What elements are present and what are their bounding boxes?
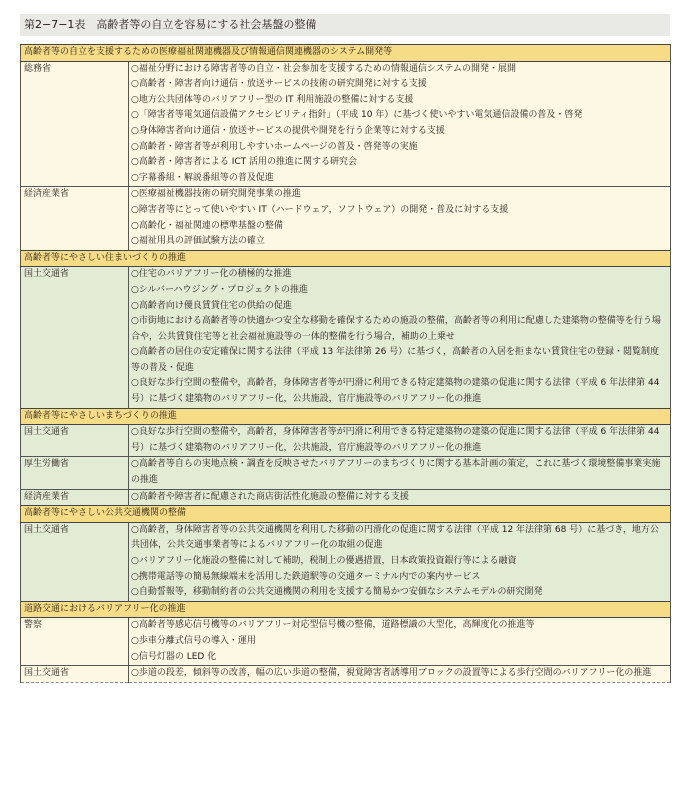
measure-item: ○市街地における高齢者等の快適かつ安全な移動を確保するための施設の整備，高齢者等の利用に配慮した建築物の整備等を行う場合や，公共賃貸住宅等と社会福祉施設等の一体的整備を行う場合，補助の上乗せ: [131, 316, 661, 342]
table-row: [21, 666, 671, 683]
section-heading-row: [21, 45, 671, 62]
section-heading-row: [21, 250, 671, 267]
measures-cell: [129, 457, 671, 489]
table-row: [21, 618, 671, 666]
measures-cell: [129, 618, 671, 666]
agency-cell: 国土交通省: [21, 267, 129, 408]
measure-item: ○シルバーハウジング・プロジェクトの推進: [131, 284, 308, 295]
measures-cell: [129, 489, 671, 506]
section-heading-row: [21, 408, 671, 425]
measure-item: ○「障害者等電気通信設備アクセシビリティ指針」（平成 10 年）に基づく使いやすい電気通信設備の普及・啓発: [131, 110, 583, 121]
measure-item: ○バリアフリー化施設の整備に対して補助，税制上の優遇措置，日本政策投資銀行等による融資: [131, 556, 517, 566]
agency-cell: 国土交通省: [21, 425, 129, 457]
table-row: [21, 489, 671, 506]
measure-item: ○身体障害者向け通信・放送サービスの提供や開発を行う企業等に対する支援: [131, 125, 445, 136]
section-heading-row: [21, 506, 671, 523]
measure-item: ○高齢化・福祉関連の標準基盤の整備: [131, 220, 283, 231]
measure-item: ○高齢者の居住の安定確保に関する法律（平成 13 年法律第 26 号）に基づく，高齢者の入居を拒まない賃貸住宅の登録・閲覧制度等の普及・促進: [131, 347, 660, 373]
agency-cell: 国土交通省: [21, 666, 129, 683]
table-row: [21, 187, 671, 250]
agency-cell: 総務省: [21, 61, 129, 187]
agency-cell: 経済産業省: [21, 489, 129, 506]
measure-item: ○福祉用具の評価試験方法の確立: [131, 236, 265, 247]
section-heading: 高齢者等の自立を支援するための医療福祉関連機器及び情報通信関連機器のシステム開発等: [21, 45, 671, 62]
measure-item: ○福祉分野における障害者等の自立・社会参加を支援するための情報通信システムの開発・展開: [131, 63, 516, 74]
section-heading: 高齢者等にやさしい住まいづくりの推進: [21, 250, 671, 267]
section-heading: 高齢者等にやさしいまちづくりの推進: [21, 408, 671, 425]
measure-item: ○歩道の段差，傾斜等の改善，幅の広い歩道の整備，視覚障害者誘導用ブロックの設置等による歩行空間のバリアフリー化の推進: [131, 668, 652, 679]
measure-item: ○良好な歩行空間の整備や，高齢者，身体障害者等が円滑に利用できる特定建築物の建築の促進に関する法律（平成 6 年法律第 44 号）に基づく建築物のバリアフリー化，公共施設，官庁施設等のバリアフリー化の推進: [131, 427, 660, 453]
measures-cell: [129, 425, 671, 457]
table-row: [21, 61, 671, 187]
measures-cell: [129, 522, 671, 601]
agency-cell: 経済産業省: [21, 187, 129, 250]
measures-cell: [129, 267, 671, 408]
measure-item: ○高齢者・障害者向け通信・放送サービスの技術の研究開発に対する支援: [131, 79, 427, 90]
measure-item: ○高齢者向け優良賃貸住宅の供給の促進: [131, 300, 292, 311]
agency-cell: 警察: [21, 618, 129, 666]
table-title: 第2−7−1表 高齢者等の自立を容易にする社会基盤の整備: [20, 14, 670, 36]
measure-item: ○字幕番組・解説番組等の普及促進: [131, 172, 274, 183]
measure-item: ○高齢者・障害者等が利用しやすいホームページの普及・啓発等の実施: [131, 141, 418, 152]
measure-item: ○高齢者・障害者による ICT 活用の推進に関する研究会: [131, 157, 358, 168]
table-row: [21, 267, 671, 408]
measure-item: ○歩車分離式信号の導入・運用: [131, 635, 256, 646]
agency-cell: 国土交通省: [21, 522, 129, 601]
measure-item: ○携帯電話等の簡易無線端末を活用した鉄道駅等の交通ターミナル内での案内サービス: [131, 571, 481, 582]
measures-cell: [129, 187, 671, 250]
table-row: [21, 522, 671, 601]
measure-item: ○地方公共団体等のバリアフリー型の IT 利用施設の整備に対する支援: [131, 94, 414, 105]
table-row: [21, 425, 671, 457]
measure-item: ○高齢者等自らの実地点検・調査を反映させたバリアフリーのまちづくりに関する基本計画の策定，これに基づく環境整備事業実施の推進: [131, 459, 661, 486]
section-heading: 高齢者等にやさしい公共交通機関の整備: [21, 506, 671, 523]
measure-item: ○良好な歩行空間の整備や，高齢者，身体障害者等が円滑に利用できる特定建築物の建築の促進に関する法律（平成 6 年法律第 44 号）に基づく建築物のバリアフリー化，公共施設，官庁施設等のバリアフリー化の推進: [131, 378, 660, 405]
measure-item: ○高齢者や障害者に配慮された商店街活性化施設の整備に対する支援: [131, 491, 409, 502]
policy-table: [20, 44, 671, 683]
section-heading: 道路交通におけるバリアフリー化の推進: [21, 601, 671, 618]
measures-cell: [129, 666, 671, 683]
measure-item: ○高齢者，身体障害者等の公共交通機関を利用した移動の円滑化の促進に関する法律（平成 12 年法律第 68 号）に基づき，地方公共団体，公共交通事業者等によるバリアフリー化の取組の促進: [131, 524, 659, 551]
measures-cell: [129, 61, 671, 187]
agency-cell: 厚生労働省: [21, 457, 129, 489]
measure-item: ○住宅のバリアフリー化の積極的な推進: [131, 269, 292, 280]
measure-item: ○医療福祉機器技術の研究開発事業の推進: [131, 189, 301, 200]
measure-item: ○高齢者等感応信号機等のバリアフリー対応型信号機の整備，道路標識の大型化，高輝度化の推進等: [131, 620, 535, 631]
measure-item: ○障害者等にとって使いやすい IT（ハードウェア，ソフトウェア）の開発・普及に対する支援: [131, 204, 509, 215]
section-heading-row: [21, 601, 671, 618]
measure-item: ○信号灯器の LED 化: [131, 651, 217, 662]
table-row: [21, 457, 671, 489]
measure-item: ○自動誓報等，移動制約者の公共交通機関の利用を支援する簡易かつ安価なシステムモデルの研究開発: [131, 587, 543, 598]
